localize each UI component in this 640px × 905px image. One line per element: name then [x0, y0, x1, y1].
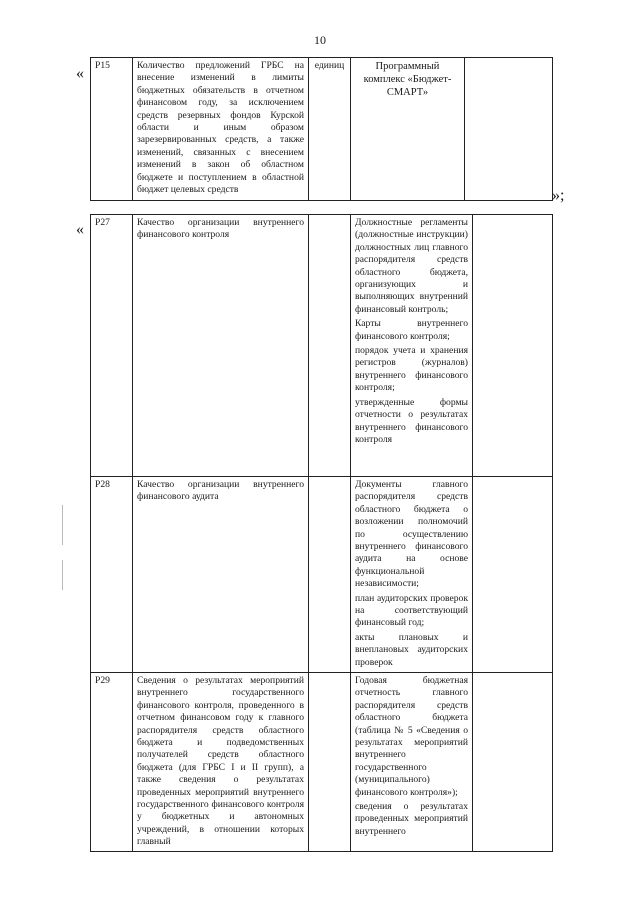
table-row [91, 58, 553, 201]
indicator-description: Сведения о результатах мероприятий внутреннего государственного финансового контроля, проведенного в отчетном финансовом году к главного распорядителя средств областного бюджета и подведомственных получателей средств областного бюджета (для ГРБС I и II групп), а также сведения о результатах проведенных мероприятий внутреннего государственного финансового контроля у бюджетных и автономных учреждений, в отношении которых главный [133, 673, 309, 852]
empty-cell [309, 673, 351, 852]
indicator-table-p15 [90, 57, 553, 201]
data-source-item: сведения о результатах проведенных мероприятий внутреннего [355, 801, 468, 837]
indicator-code: Р29 [91, 673, 133, 852]
data-source-list [351, 673, 473, 852]
indicator-code: Р27 [91, 215, 133, 477]
page-number: 10 [314, 33, 326, 47]
empty-cell [309, 215, 351, 477]
data-source-item: Карты внутреннего финансового контроля; [355, 318, 468, 342]
indicator-description: Количество предложений ГРБС на внесение изменений в лимиты бюджетных обязательств в отчетном финансовом году, за исключением средств резервных фондов Курской области и иным образом зарезервированных средств, а также изменений, связанных с внесением изменений в закон об областном бюджете и поступлением в областной бюджет целевых средств [133, 58, 309, 201]
data-source-item: акты плановых и внеплановых аудиторских проверок [355, 631, 468, 668]
closing-quote-mark: »; [552, 187, 565, 204]
unit-of-measure: единиц [309, 58, 351, 201]
opening-quote-mark: « [76, 65, 84, 82]
scan-margin-mark [62, 505, 63, 545]
empty-cell [473, 673, 553, 852]
indicator-code: Р15 [91, 58, 133, 201]
indicator-code: Р28 [91, 477, 133, 673]
table-row [91, 215, 553, 477]
data-source-item: утвержденные формы отчетности о результатах внутреннего финансового контроля [355, 396, 468, 445]
empty-cell [465, 58, 553, 201]
data-source-item: план аудиторских проверок на соответствующий финансовый год; [355, 592, 468, 629]
data-source-list [351, 215, 473, 477]
data-source-item: Должностные регламенты (должностные инструкции) должностных лиц главного распорядителя средств областного бюджета, организующих и выполняющих внутренний финансовый контроль; [355, 217, 468, 315]
table-row [91, 673, 553, 852]
indicator-description: Качество организации внутреннего финансового аудита [133, 477, 309, 673]
scan-margin-mark [62, 560, 63, 590]
indicator-description: Качество организации внутреннего финансового контроля [133, 215, 309, 477]
table-row [91, 477, 553, 673]
empty-cell [309, 477, 351, 673]
data-source-item: порядок учета и хранения регистров (журналов) внутреннего финансового контроля; [355, 345, 468, 394]
data-source: Программный комплекс «Бюджет-СМАРТ» [351, 58, 465, 201]
indicator-table-p27-p29 [90, 214, 553, 852]
data-source-list [351, 477, 473, 673]
empty-cell [473, 215, 553, 477]
opening-quote-mark: « [76, 221, 84, 238]
empty-cell [473, 477, 553, 673]
data-source-item: Документы главного распорядителя средств областного бюджета о возложении полномочий по осуществлению внутреннего финансового аудита на основе функциональной независимости; [355, 479, 468, 590]
data-source-item: Годовая бюджетная отчетность главного распорядителя средств областного бюджета (таблица № 5 «Сведения о результатах мероприятий внутреннего государственного (муниципального) финансового контроля»); [355, 675, 468, 798]
